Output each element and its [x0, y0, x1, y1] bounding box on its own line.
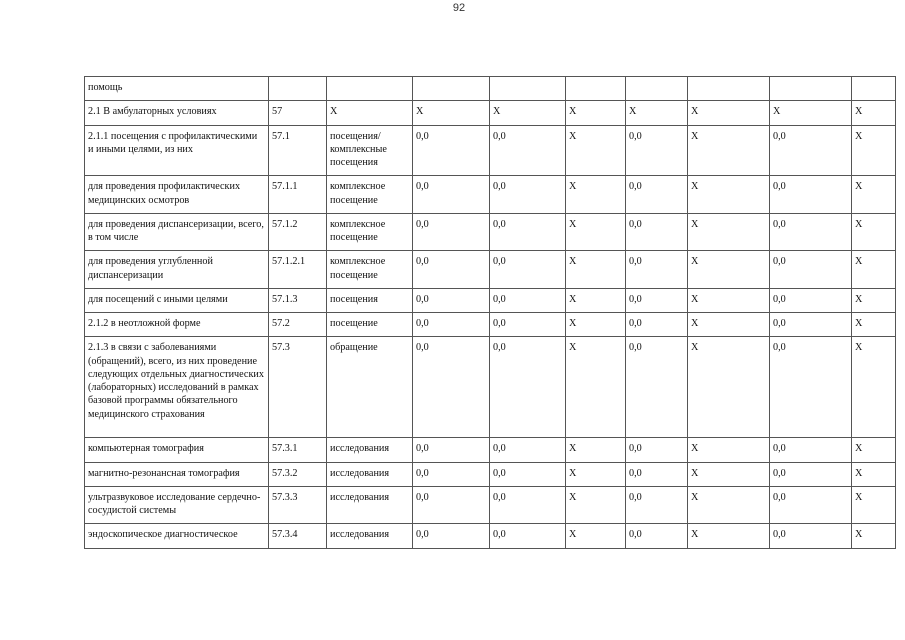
row-code-cell: [269, 77, 327, 101]
value-cell: Х: [566, 213, 626, 251]
row-code-cell: 57.3.4: [269, 524, 327, 548]
value-cell: [626, 77, 688, 101]
row-label-cell: 2.1 В амбулаторных условиях: [85, 101, 269, 125]
row-code-cell: 57.2: [269, 313, 327, 337]
row-code-cell: 57.3.3: [269, 486, 327, 524]
value-cell: Х: [688, 101, 770, 125]
value-cell: 0,0: [413, 313, 490, 337]
value-cell: [852, 77, 896, 101]
table-row: [85, 462, 896, 486]
row-unit-cell: комплексное посещение: [327, 213, 413, 251]
value-cell: 0,0: [770, 438, 852, 462]
value-cell: 0,0: [626, 213, 688, 251]
table-row: [85, 288, 896, 312]
row-unit-cell: комплексное посещение: [327, 176, 413, 214]
table-row: [85, 77, 896, 101]
row-code-cell: 57.1.3: [269, 288, 327, 312]
value-cell: 0,0: [490, 313, 566, 337]
value-cell: Х: [852, 486, 896, 524]
value-cell: Х: [852, 251, 896, 289]
row-code-cell: 57.1.1: [269, 176, 327, 214]
table-row: [85, 101, 896, 125]
value-cell: 0,0: [490, 337, 566, 438]
value-cell: 0,0: [626, 288, 688, 312]
row-label-cell: магнитно-резонансная томография: [85, 462, 269, 486]
value-cell: 0,0: [626, 486, 688, 524]
value-cell: [770, 77, 852, 101]
table-row: [85, 251, 896, 289]
table-row: [85, 337, 896, 438]
row-unit-cell: Х: [327, 101, 413, 125]
row-code-cell: 57.3.1: [269, 438, 327, 462]
value-cell: 0,0: [626, 176, 688, 214]
value-cell: Х: [852, 524, 896, 548]
value-cell: 0,0: [413, 524, 490, 548]
value-cell: Х: [852, 125, 896, 176]
row-unit-cell: посещения/комплексные посещения: [327, 125, 413, 176]
value-cell: 0,0: [490, 125, 566, 176]
value-cell: Х: [688, 251, 770, 289]
table-row: [85, 176, 896, 214]
value-cell: Х: [566, 486, 626, 524]
value-cell: 0,0: [770, 213, 852, 251]
value-cell: 0,0: [626, 462, 688, 486]
row-unit-cell: исследования: [327, 486, 413, 524]
row-label-cell: компьютерная томография: [85, 438, 269, 462]
value-cell: Х: [852, 337, 896, 438]
page-number: 92: [452, 2, 466, 14]
value-cell: Х: [852, 438, 896, 462]
value-cell: 0,0: [413, 176, 490, 214]
row-unit-cell: [327, 77, 413, 101]
row-code-cell: 57.1.2: [269, 213, 327, 251]
row-label-cell: для проведения диспансеризации, всего, в том числе: [85, 213, 269, 251]
value-cell: [566, 77, 626, 101]
value-cell: Х: [852, 462, 896, 486]
value-cell: 0,0: [490, 486, 566, 524]
value-cell: [490, 77, 566, 101]
value-cell: Х: [566, 125, 626, 176]
value-cell: Х: [566, 251, 626, 289]
value-cell: 0,0: [770, 251, 852, 289]
value-cell: [413, 77, 490, 101]
value-cell: Х: [413, 101, 490, 125]
table-row: [85, 125, 896, 176]
value-cell: 0,0: [626, 337, 688, 438]
value-cell: 0,0: [490, 462, 566, 486]
value-cell: Х: [688, 213, 770, 251]
value-cell: 0,0: [413, 337, 490, 438]
row-unit-cell: исследования: [327, 438, 413, 462]
value-cell: Х: [688, 438, 770, 462]
row-label-cell: помощь: [85, 77, 269, 101]
table-row: [85, 438, 896, 462]
value-cell: 0,0: [770, 524, 852, 548]
value-cell: 0,0: [413, 251, 490, 289]
value-cell: Х: [566, 176, 626, 214]
value-cell: Х: [852, 313, 896, 337]
value-cell: Х: [688, 524, 770, 548]
value-cell: 0,0: [413, 438, 490, 462]
value-cell: Х: [852, 288, 896, 312]
value-cell: 0,0: [490, 288, 566, 312]
value-cell: Х: [852, 101, 896, 125]
value-cell: Х: [566, 337, 626, 438]
value-cell: Х: [688, 486, 770, 524]
row-code-cell: 57.3.2: [269, 462, 327, 486]
value-cell: Х: [688, 288, 770, 312]
value-cell: 0,0: [626, 438, 688, 462]
row-label-cell: для проведения углубленной диспансеризации: [85, 251, 269, 289]
row-label-cell: 2.1.1 посещения с профилактическими и иными целями, из них: [85, 125, 269, 176]
table-row: [85, 213, 896, 251]
value-cell: 0,0: [770, 125, 852, 176]
value-cell: 0,0: [626, 313, 688, 337]
row-unit-cell: посещение: [327, 313, 413, 337]
row-code-cell: 57.1.2.1: [269, 251, 327, 289]
data-table: [84, 76, 896, 549]
value-cell: 0,0: [413, 213, 490, 251]
row-label-cell: эндоскопическое диагностическое: [85, 524, 269, 548]
value-cell: Х: [566, 101, 626, 125]
row-label-cell: для посещений с иными целями: [85, 288, 269, 312]
value-cell: 0,0: [770, 486, 852, 524]
row-code-cell: 57: [269, 101, 327, 125]
value-cell: Х: [852, 213, 896, 251]
value-cell: Х: [770, 101, 852, 125]
value-cell: 0,0: [626, 524, 688, 548]
value-cell: 0,0: [770, 288, 852, 312]
table-row: [85, 313, 896, 337]
value-cell: Х: [688, 337, 770, 438]
value-cell: 0,0: [490, 438, 566, 462]
row-unit-cell: исследования: [327, 524, 413, 548]
value-cell: 0,0: [490, 213, 566, 251]
value-cell: 0,0: [490, 524, 566, 548]
value-cell: 0,0: [770, 337, 852, 438]
value-cell: Х: [852, 176, 896, 214]
row-code-cell: 57.1: [269, 125, 327, 176]
value-cell: 0,0: [490, 251, 566, 289]
row-label-cell: 2.1.2 в неотложной форме: [85, 313, 269, 337]
value-cell: 0,0: [770, 313, 852, 337]
value-cell: Х: [566, 313, 626, 337]
value-cell: Х: [566, 524, 626, 548]
value-cell: 0,0: [413, 486, 490, 524]
value-cell: 0,0: [413, 125, 490, 176]
row-label-cell: для проведения профилактических медицинских осмотров: [85, 176, 269, 214]
row-code-cell: 57.3: [269, 337, 327, 438]
value-cell: 0,0: [770, 176, 852, 214]
value-cell: [688, 77, 770, 101]
value-cell: 0,0: [490, 176, 566, 214]
row-label-cell: ультразвуковое исследование сердечно-сосудистой системы: [85, 486, 269, 524]
row-label-cell: 2.1.3 в связи с заболеваниями (обращений), всего, из них проведение следующих отдельных диагностических (лабораторных) исследований в рамках базовой программы обязательного медицинского страхования: [85, 337, 269, 438]
value-cell: Х: [566, 462, 626, 486]
value-cell: Х: [566, 438, 626, 462]
value-cell: Х: [688, 176, 770, 214]
row-unit-cell: комплексное посещение: [327, 251, 413, 289]
table-row: [85, 524, 896, 548]
row-unit-cell: посещения: [327, 288, 413, 312]
value-cell: Х: [490, 101, 566, 125]
value-cell: Х: [626, 101, 688, 125]
row-unit-cell: обращение: [327, 337, 413, 438]
value-cell: Х: [688, 125, 770, 176]
value-cell: Х: [688, 462, 770, 486]
value-cell: Х: [688, 313, 770, 337]
value-cell: 0,0: [413, 462, 490, 486]
row-unit-cell: исследования: [327, 462, 413, 486]
table-row: [85, 486, 896, 524]
value-cell: 0,0: [626, 125, 688, 176]
value-cell: 0,0: [413, 288, 490, 312]
value-cell: 0,0: [626, 251, 688, 289]
value-cell: Х: [566, 288, 626, 312]
value-cell: 0,0: [770, 462, 852, 486]
